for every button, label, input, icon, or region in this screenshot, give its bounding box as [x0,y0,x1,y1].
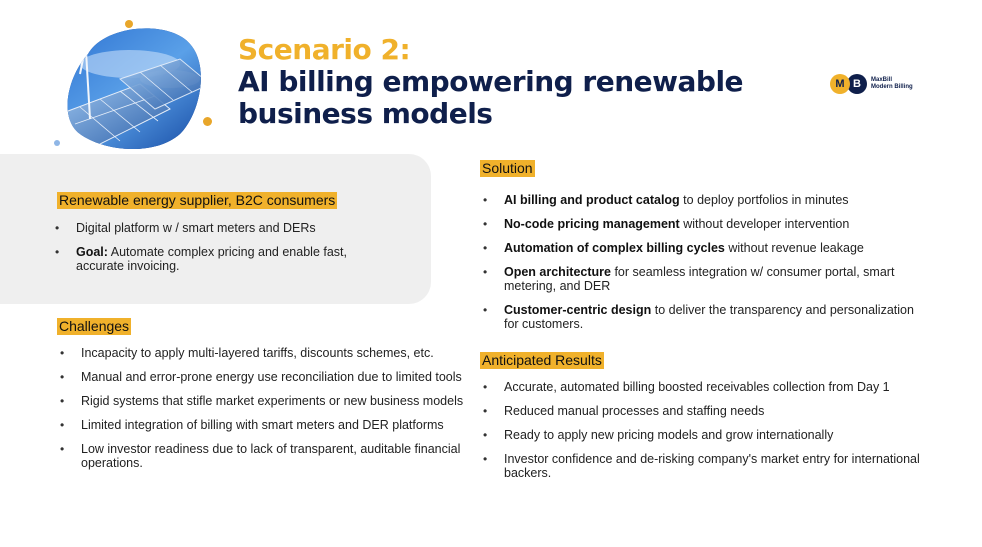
list-item: • Manual and error-prone energy use reconciliation due to limited tools [58,370,468,384]
logo-line1: MaxBill [871,77,893,83]
item-text: Automate complex pricing and enable fast, accurate invoicing. [76,245,347,273]
item-bold: AI billing and product catalog [504,193,680,207]
list-item [481,303,921,331]
title-block [238,34,798,130]
solution-list [481,193,921,341]
decor-dot [54,140,60,146]
list-item: • Low investor readiness due to lack of transparent, auditable financial operations. [58,442,468,470]
list-item [481,193,921,207]
list-item: • Ready to apply new pricing models and grow internationally [481,428,921,442]
item-text: to deliver the transparency and personalization for customers. [504,303,914,331]
logo-b-icon: B [847,74,867,94]
item-bold: Automation of complex billing cycles [504,241,725,255]
solar-wind-illustration [50,24,220,154]
hero-image [50,24,220,154]
list-item: • Limited integration of billing with smart meters and DER platforms [58,418,468,432]
results-list [481,380,921,490]
list-item [53,245,398,273]
profile-heading: Renewable energy supplier, B2C consumers [59,192,336,208]
item-text: for seamless integration w/ consumer portal, smart metering, and DER [504,265,895,293]
list-item: • Reduced manual processes and staffing needs [481,404,921,418]
list-item: • Accurate, automated billing boosted receivables collection from Day 1 [481,380,921,394]
challenges-heading: Challenges [59,318,130,334]
page-title-line2: business models [238,97,493,130]
challenges-list [58,346,468,480]
results-heading: Anticipated Results [482,352,602,368]
list-item [481,265,921,293]
decor-dot [125,20,133,28]
list-item [481,241,921,255]
maxbill-logo [830,73,913,95]
item-text: without revenue leakage [724,241,864,255]
item-bold: Goal: [76,245,108,259]
item-text: Digital platform w / smart meters and DERs [76,221,316,235]
solution-heading: Solution [482,160,533,176]
list-item [481,217,921,231]
item-bold: Customer-centric design [504,303,652,317]
list-item: • Rigid systems that stifle market experiments or new business models [58,394,468,408]
item-text: without developer intervention [679,217,850,231]
logo-text [871,77,913,91]
list-item: • Incapacity to apply multi-layered tariffs, discounts schemes, etc. [58,346,468,360]
profile-list [53,221,398,283]
decor-dot [203,117,212,126]
logo-m-icon: M [830,74,850,94]
page-title-line1: AI billing empowering renewable [238,65,744,98]
logo-line2: Modern Billing [871,84,913,90]
item-bold: Open architecture [504,265,611,279]
item-bold: No-code pricing management [504,217,680,231]
list-item [53,221,398,235]
list-item: • Investor confidence and de-risking company's market entry for international backers. [481,452,921,480]
scenario-label: Scenario 2: [238,33,411,66]
item-text: to deploy portfolios in minutes [679,193,849,207]
